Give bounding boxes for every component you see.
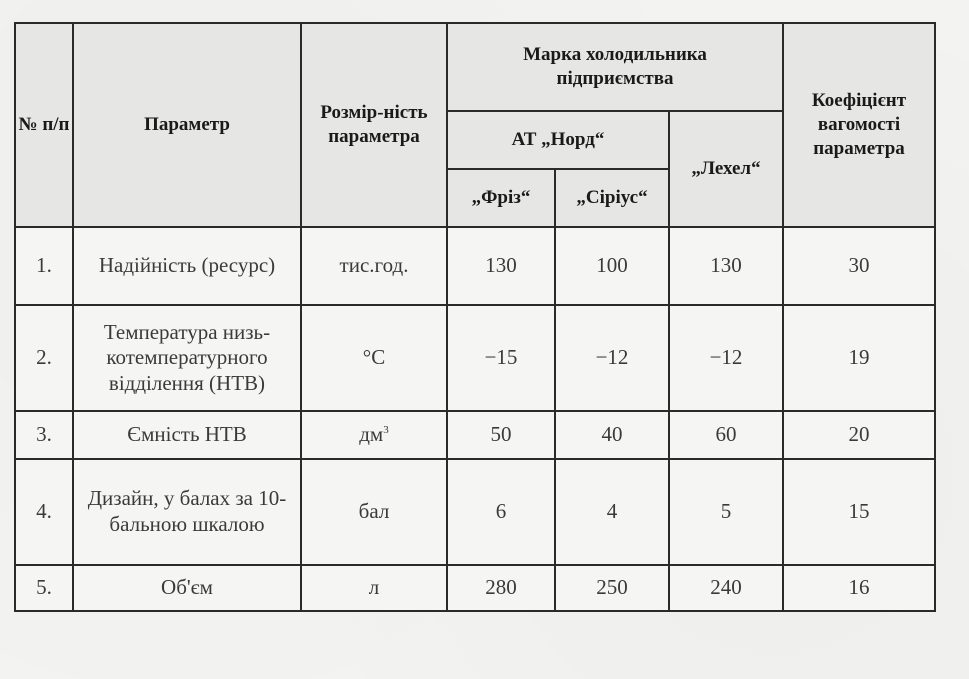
header-weight: Коефіцієнт вагомості параметра xyxy=(783,23,935,227)
row-value-sirius: 40 xyxy=(555,411,669,459)
row-value-lekhel: −12 xyxy=(669,305,783,411)
table-row xyxy=(15,565,935,611)
row-parameter: Дизайн, у балах за 10-бальною шкалою xyxy=(73,459,301,565)
row-value-sirius: 250 xyxy=(555,565,669,611)
row-unit: л xyxy=(301,565,447,611)
row-unit: °С xyxy=(301,305,447,411)
row-value-lekhel: 5 xyxy=(669,459,783,565)
table-row xyxy=(15,305,935,411)
row-value-friz: 6 xyxy=(447,459,555,565)
row-value-friz: −15 xyxy=(447,305,555,411)
table-row xyxy=(15,459,935,565)
row-weight: 16 xyxy=(783,565,935,611)
row-num: 1. xyxy=(15,227,73,305)
row-num: 5. xyxy=(15,565,73,611)
row-weight: 20 xyxy=(783,411,935,459)
header-dimension: Розмір-ність параметра xyxy=(301,23,447,227)
row-parameter: Температура низь-котемпературного відділення (НТВ) xyxy=(73,305,301,411)
row-value-friz: 50 xyxy=(447,411,555,459)
row-value-sirius: 4 xyxy=(555,459,669,565)
row-value-friz: 280 xyxy=(447,565,555,611)
row-value-friz: 130 xyxy=(447,227,555,305)
row-parameter: Ємність НТВ xyxy=(73,411,301,459)
header-parameter: Параметр xyxy=(73,23,301,227)
row-weight: 19 xyxy=(783,305,935,411)
header-row-1 xyxy=(15,23,935,111)
row-num: 4. xyxy=(15,459,73,565)
row-parameter: Надійність (ресурс) xyxy=(73,227,301,305)
row-num: 2. xyxy=(15,305,73,411)
header-num: № п/п xyxy=(15,23,73,227)
row-unit: бал xyxy=(301,459,447,565)
row-num: 3. xyxy=(15,411,73,459)
table-row xyxy=(15,227,935,305)
row-value-sirius: 100 xyxy=(555,227,669,305)
row-parameter: Об'єм xyxy=(73,565,301,611)
row-unit-text: дм xyxy=(359,422,384,447)
row-unit xyxy=(301,411,447,459)
refrigerator-comparison-table xyxy=(14,22,936,612)
header-brand-group: Марка холодильника підприємства xyxy=(447,23,783,111)
row-value-lekhel: 130 xyxy=(669,227,783,305)
table-row xyxy=(15,411,935,459)
row-unit-superscript: 3 xyxy=(383,424,389,437)
header-model-3: „Лехел“ xyxy=(669,111,783,227)
row-value-lekhel: 60 xyxy=(669,411,783,459)
header-model-2: „Сіріус“ xyxy=(555,169,669,227)
header-company: АТ „Норд“ xyxy=(447,111,669,169)
row-weight: 30 xyxy=(783,227,935,305)
row-value-sirius: −12 xyxy=(555,305,669,411)
header-model-1: „Фріз“ xyxy=(447,169,555,227)
row-weight: 15 xyxy=(783,459,935,565)
row-unit: тис.год. xyxy=(301,227,447,305)
row-value-lekhel: 240 xyxy=(669,565,783,611)
